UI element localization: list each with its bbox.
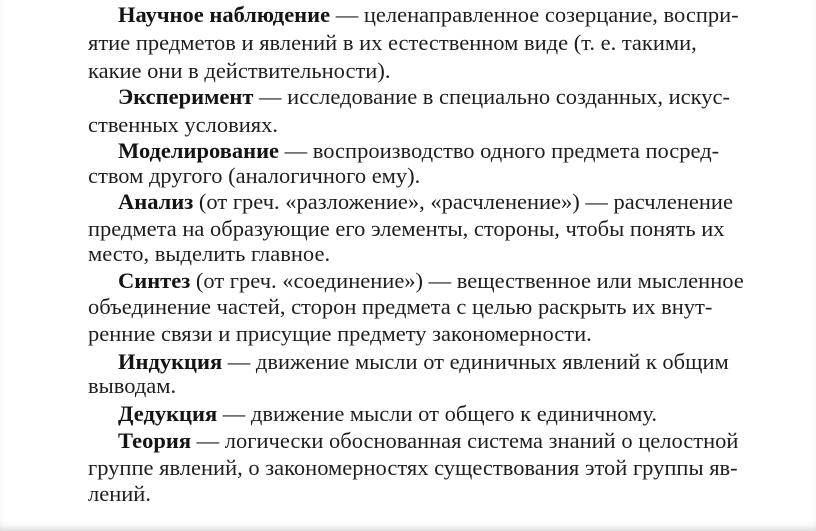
definition-line <box>118 268 744 294</box>
definition-line: группе явлений, о закономерностях существования этой группы яв- <box>88 455 738 480</box>
definition-line <box>118 428 738 454</box>
definition-line <box>118 84 730 110</box>
definition-text: — движение мысли от единичных явлений к общим <box>222 349 729 374</box>
definition-term: Синтез <box>118 268 191 293</box>
definition-text: — логически обоснованная система знаний о целостной <box>191 428 739 453</box>
definition-line <box>118 189 733 215</box>
definition-line: место, выделить главное. <box>88 241 331 266</box>
definition-text: — исследование в специально созданных, искус- <box>253 84 730 109</box>
definition-line <box>118 2 739 28</box>
definition-term: Моделирование <box>118 138 280 163</box>
definition-line: какие они в действительности). <box>88 58 391 83</box>
definition-line: ственных условиях. <box>88 112 278 137</box>
definition-text: — воспроизводство одного предмета посред- <box>279 138 720 163</box>
definition-text: (от греч. «разложение», «расчленение») — расчленение <box>193 189 733 214</box>
definition-text: — целенаправленное созерцание, воспри- <box>330 2 739 27</box>
definition-line <box>118 138 719 164</box>
definition-term: Дедукция <box>118 401 218 426</box>
definition-line: выводам. <box>88 373 177 398</box>
definition-line: объединение частей, сторон предмета с целью раскрыть их внут- <box>88 294 713 319</box>
definition-term: Теория <box>118 428 192 453</box>
definition-line: ренние связи и присущие предмету закономерности. <box>88 321 592 346</box>
definition-text: (от греч. «соединение») — вещественное или мысленное <box>190 268 744 293</box>
definition-line: предмета на образующие его элементы, стороны, чтобы понять их <box>88 216 725 241</box>
definition-term: Эксперимент <box>118 84 254 109</box>
definition-line <box>118 349 729 375</box>
definition-term: Анализ <box>118 189 194 214</box>
definition-text: — движение мысли от общего к единичному. <box>217 401 657 426</box>
definition-line: ятие предметов и явлений в их естественном виде (т. е. такими, <box>88 30 697 55</box>
definition-term: Научное наблюдение <box>118 2 331 27</box>
definition-line: ством другого (аналогичного ему). <box>88 163 421 188</box>
definition-line: лений. <box>88 481 151 506</box>
definition-term: Индукция <box>118 349 223 374</box>
definition-line <box>118 401 657 427</box>
